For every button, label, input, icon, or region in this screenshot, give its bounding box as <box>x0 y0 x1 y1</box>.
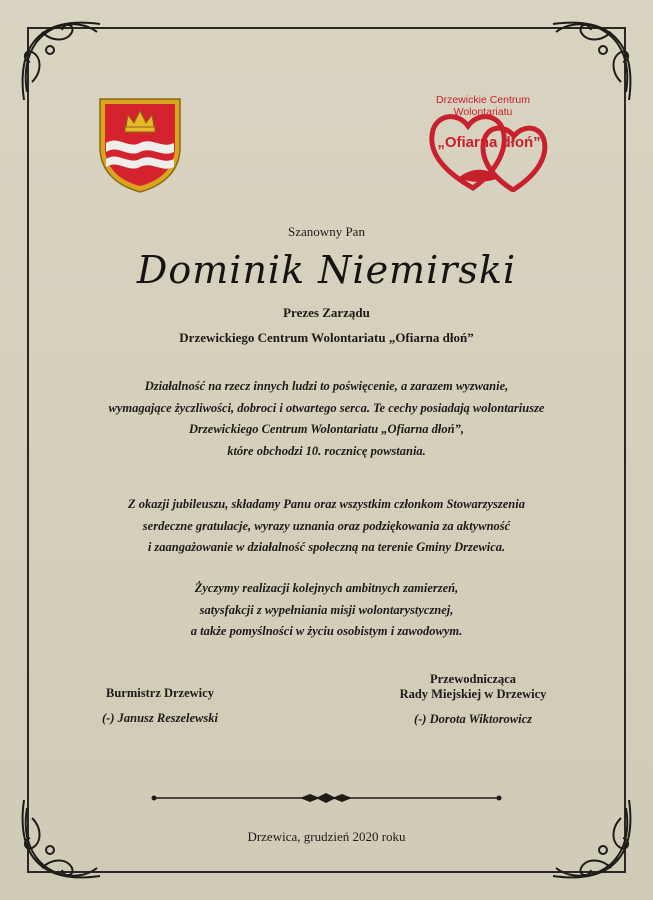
corner-ornament-top-right <box>546 12 641 107</box>
paragraph-2-line: Z okazji jubileuszu, składamy Panu oraz wszystkim członkom Stowarzyszenia <box>128 497 525 511</box>
signature-name: (-) Dorota Wiktorowicz <box>413 712 533 726</box>
paragraph-2-line: serdeczne gratulacje, wyrazy uznania oraz podziękowania za aktywność <box>142 518 511 533</box>
logo-slogan: „Ofiarna dłoń” <box>437 134 541 151</box>
paragraph-1-line: Drzewickiego Centrum Wolontariatu „Ofiarna dłoń”, <box>189 422 464 436</box>
signature-title: Burmistrz Drzewicy <box>106 686 214 700</box>
paragraph-1-line: które obchodzi 10. rocznicę powstania. <box>227 443 426 458</box>
paragraph-2 <box>70 494 583 559</box>
signature-title: Przewodnicząca <box>429 672 517 686</box>
paragraph-3-line: a także pomyślności w życiu osobistym i zawodowym. <box>190 624 463 638</box>
paragraph-2-line: i zaangażowanie w działalność społeczną na terenie Gminy Drzewica. <box>147 540 506 554</box>
logo-title: Drzewickie Centrum Wolontariatu <box>436 94 530 118</box>
volunteer-center-logo <box>408 94 558 194</box>
salutation: Szanowny Pan <box>288 224 365 239</box>
corner-ornament-top-left <box>12 12 107 107</box>
paragraph-3-line: satysfakcji z wypełniania misji wolontarystycznej, <box>199 602 454 617</box>
signature-mayor <box>70 686 250 726</box>
coat-of-arms-icon <box>98 97 182 193</box>
signature-council-chair <box>368 672 578 727</box>
paragraph-1-line: wymagające życzliwości, dobroci i otwartego serca. Te cechy posiadają wolontariusze <box>108 400 545 415</box>
signature-name: (-) Janusz Reszelewski <box>102 711 218 725</box>
ornamental-divider <box>150 790 503 806</box>
place-and-date: Drzewica, grudzień 2020 roku <box>247 829 406 844</box>
paragraph-3 <box>70 578 583 643</box>
recipient-role: Prezes Zarządu <box>283 305 370 320</box>
signature-title: Rady Miejskiej w Drzewicy <box>399 687 547 701</box>
recipient-name: Dominik Niemirski <box>136 248 517 292</box>
paragraph-1-line: Działalność na rzecz innych ludzi to poświęcenie, a zarazem wyzwanie, <box>144 379 509 393</box>
recipient-organization: Drzewickiego Centrum Wolontariatu „Ofiarna dłoń” <box>179 330 474 345</box>
paragraph-1 <box>70 376 583 462</box>
paragraph-3-line: Życzymy realizacji kolejnych ambitnych zamierzeń, <box>194 581 459 595</box>
